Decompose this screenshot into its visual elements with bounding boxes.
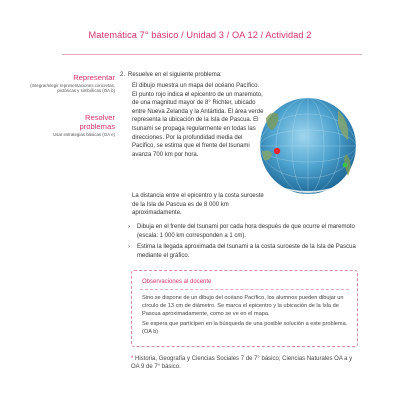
skill-description-solve: Usar estrategias básicas (OA e): [53, 132, 115, 137]
sidebar-skill-represent: [20, 73, 115, 94]
problem-paragraph-2: La distancia entre el epicentro y la costa suroeste de la Isla de Pascua es de 8 000 km aproximadamente.: [132, 193, 264, 217]
question-intro: Resuelve en el siguiente problema:: [128, 72, 222, 78]
task-list: [128, 223, 376, 263]
pacific-globe-image: [258, 96, 358, 196]
skill-title-represent: Representar: [73, 73, 115, 82]
task-item: [128, 243, 376, 260]
skill-title-solve-line2: problemas: [79, 122, 115, 131]
arrow-bullet-icon: ›: [128, 224, 130, 230]
skill-description-represent: (Integrar/elegir representaciones concretas, pictóricas y simbólicas (OA b): [30, 83, 115, 94]
skill-title-solve-line1: Resolver: [85, 113, 115, 122]
teacher-notes-paragraph-2: Se espera que participen en la búsqueda de una posible solución a este problema. (OA b): [142, 321, 348, 335]
task-item: [128, 223, 376, 240]
teacher-notes-box: [131, 270, 358, 347]
arrow-bullet-icon: ›: [128, 244, 130, 251]
teacher-notes-divider: [140, 289, 349, 290]
easter-island-marker: [343, 163, 348, 168]
epicenter-marker: [274, 148, 280, 154]
footnote: [131, 355, 361, 372]
globe-icon: [258, 96, 358, 196]
sidebar-skill-solve: [20, 113, 115, 137]
question-number: 2.: [120, 72, 126, 78]
teacher-notes-title: Observaciones al docente: [142, 279, 212, 285]
teacher-notes-paragraph-1: Sino se dispone de un dibujo del océano Pacífico, los alumnos pueden dibujar un círculo de 13 cm de diámetro. Se marca el epicentro y la ubicación de la Isla de Pascua aproximadamente, como se ve en el mapa.: [142, 295, 344, 317]
footnote-symbol: *: [131, 356, 134, 362]
page-title: Matemática 7° básico / Unidad 3 / OA 12 / Actividad 2: [88, 30, 312, 40]
header-divider: [62, 54, 362, 55]
problem-paragraph-1: El dibujo muestra un mapa del océano Pacífico. El punto rojo indica el epicentro de un maremoto, de una magnitud mayor de 8° Richter, ubicado entre Nueva Zelanda y la Antártida. El área verde representa la ubicación de la Isla de Pascua. El tsunami se propaga regularmente en todas las direcciones. Por la profundidad media del Pacífico, se estima que el frente del tsunami avanza 700 km por hora.: [132, 83, 264, 158]
footnote-text: Historia, Geografía y Ciencias Sociales 7 de 7° básico; Ciencias Naturales OA a y OA 9 de 7° básico.: [131, 356, 353, 371]
task-text: Estima la llegada aproximada del tsunami a la costa suroeste de la Isla de Pascua mediante el gráfico.: [137, 244, 356, 259]
task-text: Dibuja en el frente del tsunami por cada hora después de que ocurre el maremoto (escala: 1 000 km corresponden a 1 cm).: [137, 224, 355, 239]
